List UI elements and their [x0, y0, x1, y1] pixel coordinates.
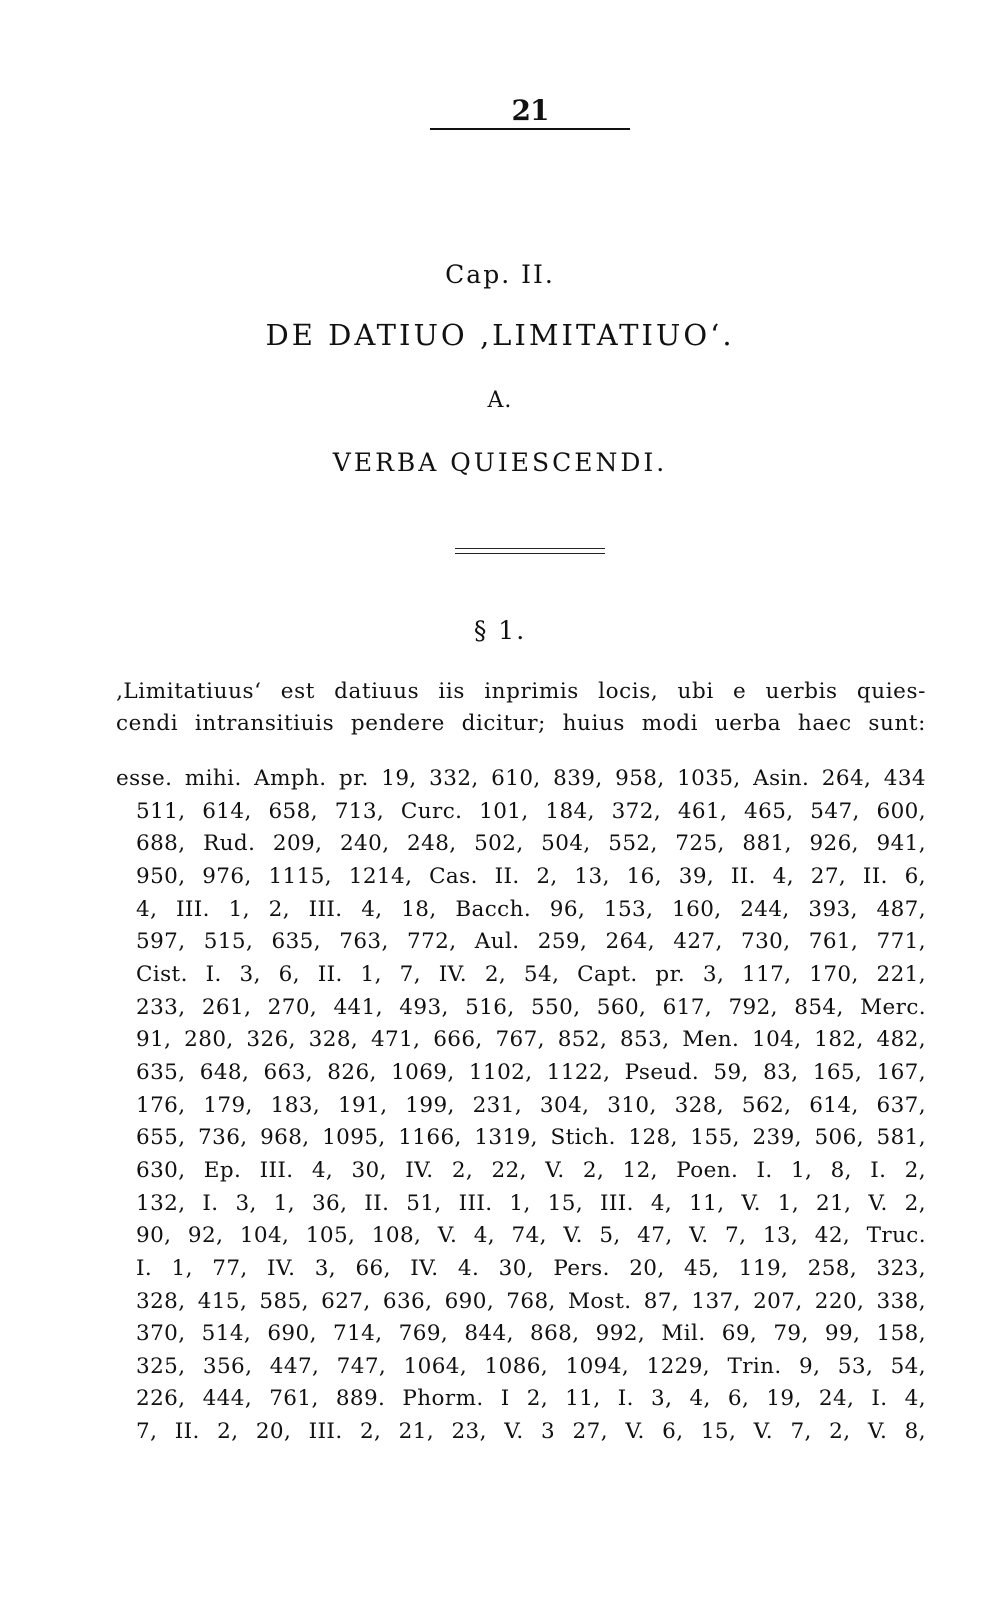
reference-line: 90, 92, 104, 105, 108, V. 4, 74, V. 5, 47, V. 7, 13, 42, Truc. — [136, 1223, 926, 1249]
subsection-letter: A. — [487, 388, 513, 413]
reference-line: Cist. I. 3, 6, II. 1, 7, IV. 2, 54, Capt. pr. 3, 117, 170, 221, — [136, 961, 926, 987]
reference-line: I. 1, 77, IV. 3, 66, IV. 4. 30, Pers. 20, 45, 119, 258, 323, — [136, 1255, 926, 1281]
intro-line: ‚Limitatiuus‘ est datiuus iis inprimis locis, ubi e uerbis quies- — [116, 679, 926, 704]
reference-list — [116, 763, 926, 1449]
reference-line: 688, Rud. 209, 240, 248, 502, 504, 552, 725, 881, 926, 941, — [136, 831, 926, 857]
reference-line: esse. mihi. Amph. pr. 19, 332, 610, 839, 958, 1035, Asin. 264, 434 — [116, 766, 926, 791]
reference-line: 91, 280, 326, 328, 471, 666, 767, 852, 853, Men. 104, 182, 482, — [136, 1027, 926, 1053]
page-number: 21 — [511, 94, 549, 127]
reference-line: 4, III. 1, 2, III. 4, 18, Bacch. 96, 153, 160, 244, 393, 487, — [136, 896, 926, 922]
reference-line: 630, Ep. III. 4, 30, IV. 2, 22, V. 2, 12, Poen. I. 1, 8, I. 2, — [136, 1157, 926, 1183]
reference-line: 950, 976, 1115, 1214, Cas. II. 2, 13, 16, 39, II. 4, 27, II. 6, — [136, 863, 926, 889]
reference-line: 132, I. 3, 1, 36, II. 51, III. 1, 15, III. 4, 11, V. 1, 21, V. 2, — [136, 1190, 926, 1216]
intro-line: cendi intransitiuis pendere dicitur; huius modi uerba haec sunt: — [116, 711, 926, 736]
reference-line: 370, 514, 690, 714, 769, 844, 868, 992, Mil. 69, 79, 99, 158, — [136, 1321, 926, 1347]
reference-line: 7, II. 2, 20, III. 2, 21, 23, V. 3 27, V. 6, 15, V. 7, 2, V. 8, — [136, 1419, 926, 1445]
reference-line: 325, 356, 447, 747, 1064, 1086, 1094, 1229, Trin. 9, 53, 54, — [136, 1353, 926, 1379]
chapter-label: Cap. II. — [445, 260, 555, 289]
subsection-title: VERBA QUIESCENDI. — [332, 448, 668, 477]
reference-line: 233, 261, 270, 441, 493, 516, 550, 560, 617, 792, 854, Merc. — [136, 994, 926, 1020]
reference-line: 511, 614, 658, 713, Curc. 101, 184, 372, 461, 465, 547, 600, — [136, 798, 926, 824]
section-title: DE DATIUO ‚LIMITATIUO‘. — [265, 318, 735, 352]
reference-line: 226, 444, 761, 889. Phorm. I 2, 11, I. 3, 4, 6, 19, 24, I. 4, — [136, 1386, 926, 1412]
reference-line: 655, 736, 968, 1095, 1166, 1319, Stich. 128, 155, 239, 506, 581, — [136, 1125, 926, 1151]
reference-line: 597, 515, 635, 763, 772, Aul. 259, 264, 427, 730, 761, 771, — [136, 929, 926, 955]
header-rule — [430, 128, 630, 130]
reference-line: 635, 648, 663, 826, 1069, 1102, 1122, Pseud. 59, 83, 165, 167, — [136, 1059, 926, 1085]
ornamental-rule — [455, 548, 605, 554]
reference-line: 328, 415, 585, 627, 636, 690, 768, Most. 87, 137, 207, 220, 338, — [136, 1288, 926, 1314]
reference-line: 176, 179, 183, 191, 199, 231, 304, 310, 328, 562, 614, 637, — [136, 1092, 926, 1118]
intro-paragraph — [116, 676, 926, 740]
paragraph-sign: § 1. — [473, 616, 527, 645]
